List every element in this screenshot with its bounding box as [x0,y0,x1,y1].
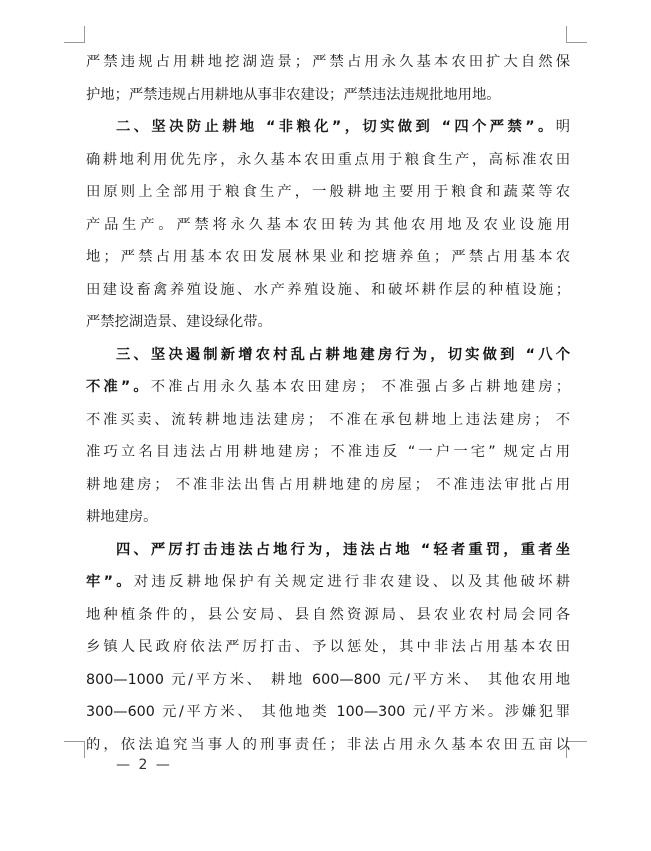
section-heading-four: 四、严厉打击违法占地行为，违法占地 “轻者重罚，重者坐 [116,541,570,558]
text-line: 田原则上全部用于粮食生产，一般耕地主要用于粮食和蔬菜等农 [86,184,570,200]
section-heading-three-cont [86,371,570,404]
section-heading-text: 不准”。 [86,379,151,395]
text-line: 的，依法追究当事人的刑事责任；非法占用永久基本农田五亩以 [86,736,570,753]
section-heading-two [86,111,570,144]
text-line: 耕地建房。 [86,509,158,525]
text-line: 田建设畜禽养殖设施、水产养殖设施、和破坏耕作层的种植设施； [86,281,570,298]
crop-mark-bottom-left [64,741,85,758]
text-line: 严禁违规占用耕地挖湖造景；严禁占用永久基本农田扩大自然保 [86,54,570,70]
text-line: 准巧立名目违法占用耕地建房；不准违反 “一户一宅” 规定占用 [86,444,570,460]
text-line: 护地；严禁违规占用耕地从事非农建设；严禁违法违规批地用地。 [86,86,501,103]
document-body [86,46,570,761]
crop-mark-top-right [566,26,587,43]
text-line: 产品生产。严禁将永久基本农田转为其他农用地及农业设施用 [86,216,570,233]
page-number: — 2 — [116,757,172,773]
section-heading-text: 二、坚决防止耕地 “非粮化”，切实做到 “四个严禁”。 [116,119,556,135]
text-line: 明 [555,119,570,135]
section-heading-four-cont [86,566,570,599]
text-line: 地种植条件的，县公安局、县自然资源局、县农业农村局会同各 [86,606,570,623]
crop-mark-top-left [64,26,85,43]
text-line: 地；严禁占用基本农田发展林果业和挖塘养鱼；严禁占用基本农 [86,249,570,265]
text-line: 不准占用永久基本农田建房； 不准强占多占耕地建房； [150,379,570,395]
text-line: 对违反耕地保护有关规定进行非农建设、以及其他破坏耕 [133,574,570,590]
text-line: 不准买卖、流转耕地违法建房； 不准在承包耕地上违法建房； 不 [86,411,570,428]
text-line: 耕地建房； 不准非法出售占用耕地建的房屋； 不准违法审批占用 [86,476,570,493]
text-line: 乡镇人民政府依法严厉打击、予以惩处，其中非法占用基本农田 [86,639,570,655]
text-line: 800—1000 元/平方米、 耕地 600—800 元/平方米、 其他农用地 [86,671,570,688]
section-heading-text: 牢”。 [86,574,134,590]
section-heading-three: 三、坚决遏制新增农村乱占耕地建房行为，切实做到 “八个 [116,346,570,363]
text-line: 严禁挖湖造景、建设绿化带。 [86,314,272,330]
text-line: 300—600 元/平方米、 其他地类 100—300 元/平方米。涉嫌犯罪 [86,704,570,720]
text-line: 确耕地利用优先序，永久基本农田重点用于粮食生产，高标准农田 [86,151,570,168]
